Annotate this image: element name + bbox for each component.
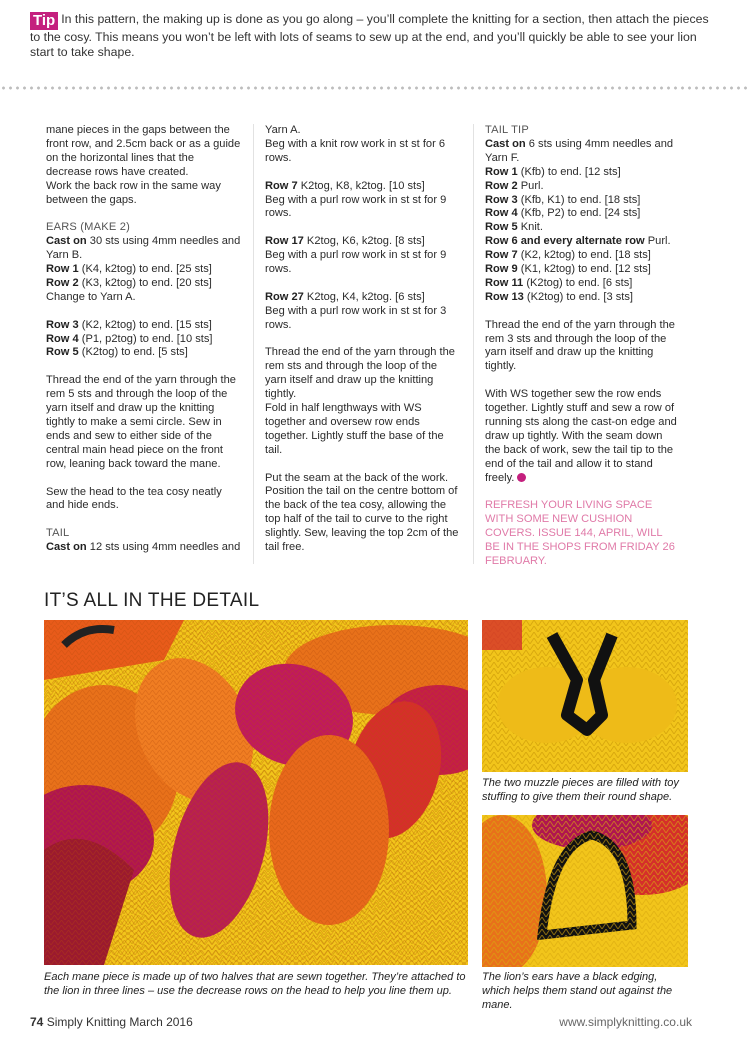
row-text: (P1, p2tog) to end. [10 sts] (78, 332, 213, 345)
muzzle-caption: The two muzzle pieces are filled with toy stuffing to give them their round shape. (482, 777, 679, 803)
row-label: Row 17 (265, 235, 304, 248)
row-text: K2tog, K8, k2tog. [10 sts] (297, 179, 425, 192)
row-label: Row 6 and every alternate row (485, 235, 645, 248)
row-label: Row 5 (46, 346, 79, 359)
cast-on-label: Cast on (485, 137, 526, 150)
cast-on-text: 6 sts using 4mm needles and Yarn F. (485, 137, 674, 164)
row-label: Row 7 (485, 249, 518, 262)
pattern-line (46, 263, 241, 277)
ears-photo (482, 815, 688, 967)
subheading-ears: EARS (MAKE 2) (46, 221, 130, 234)
row-label: Row 1 (485, 165, 518, 178)
column-rule (473, 124, 474, 564)
next-issue-promo: REFRESH YOUR LIVING SPACE WITH SOME NEW CUSHION COVERS. ISSUE 144, APRIL, WILL BE IN THE SHOPS FROM FRIDAY 26 FEBRUARY. (485, 499, 675, 568)
pattern-line (46, 333, 241, 347)
pattern-line (265, 235, 460, 249)
paragraph: Change to Yarn A. (46, 290, 136, 303)
paragraph: Thread the end of the yarn through the rem sts and through the loop of the yarn itself and draw up the knitting tightly. (265, 346, 455, 401)
pattern-line (46, 277, 241, 291)
pattern-line (265, 180, 460, 194)
muzzle-photo (482, 620, 688, 772)
paragraph: Fold in half lengthways with WS together and oversew row ends together. Lightly stuff the base of the tail. (265, 402, 444, 456)
row-text: Knit. (517, 221, 543, 234)
pattern-line (485, 249, 680, 263)
row-text: (Kfb, K1) to end. [18 sts] (517, 193, 641, 206)
pattern-line (485, 166, 680, 180)
row-text: (Kfb) to end. [12 sts] (517, 165, 621, 178)
cast-on-text: 30 sts using 4mm needles and Yarn B. (46, 235, 241, 262)
cast-on-text: 12 sts using 4mm needles and (86, 541, 241, 554)
subheading-tail: TAIL (46, 527, 70, 540)
footer-left (30, 1015, 193, 1029)
row-text: (K2, k2tog) to end. [18 sts] (517, 249, 651, 262)
pattern-line (46, 319, 241, 333)
row-text: Purl. (517, 179, 544, 192)
row-label: Row 4 (485, 207, 518, 220)
ears-illustration (482, 815, 688, 967)
pattern-line (265, 291, 460, 305)
row-label: Row 5 (485, 221, 518, 234)
pattern-line (485, 291, 680, 305)
row-label: Row 4 (46, 332, 79, 345)
row-text: (Kfb, P2) to end. [24 sts] (517, 207, 641, 220)
row-label: Row 3 (485, 193, 518, 206)
paragraph-text: With WS together sew the row ends together. Lightly stuff and sew a row of running sts along the cast-on edge and draw up tightly. With the seam down the back of work, sew the tail tip to the end of the tail and allow it to stand freely. (485, 388, 677, 484)
paragraph: Beg with a knit row work in st st for 6 rows. (265, 137, 446, 164)
row-text: (K2tog) to end. [6 sts] (523, 276, 633, 289)
row-text: (K3, k2tog) to end. [20 sts] (78, 276, 212, 289)
pattern-line (485, 221, 680, 235)
paragraph: Beg with a purl row work in st st for 3 rows. (265, 304, 447, 331)
column-rule (253, 124, 254, 564)
page-number: 74 (30, 1015, 44, 1029)
row-text: (K2tog) to end. [5 sts] (78, 346, 188, 359)
paragraph: mane pieces in the gaps between the front row, and 2.5cm back or as a guide on the horizontal lines that the decrease rows have created. (46, 124, 241, 178)
row-label: Row 3 (46, 318, 79, 331)
paragraph: Thread the end of the yarn through the rem 3 sts and through the loop of the yarn itself and draw up the knitting tightly. (485, 318, 675, 373)
row-text: K2tog, K6, k2tog. [8 sts] (303, 235, 425, 248)
row-label: Row 11 (485, 276, 524, 289)
pattern-line (485, 277, 680, 291)
dotted-divider (0, 86, 750, 90)
pattern-line (485, 263, 680, 277)
subheading-tail-tip: TAIL TIP (485, 124, 529, 136)
column-3 (485, 124, 680, 569)
row-label: Row 7 (265, 179, 298, 192)
paragraph: Beg with a purl row work in st st for 9 rows. (265, 193, 447, 220)
row-label: Row 2 (485, 179, 518, 192)
muzzle-illustration (482, 620, 688, 772)
mane-photo (44, 620, 468, 965)
pattern-line (485, 207, 680, 221)
paragraph: Put the seam at the back of the work. Position the tail on the centre bottom of the back of the tea cosy, allowing the top half of the tail to curve to the right slightly. Sew, leaving the top 2cm of the tail free. (265, 471, 459, 554)
magazine-issue: Simply Knitting March 2016 (46, 1015, 193, 1029)
row-text: (K2, k2tog) to end. [15 sts] (78, 318, 212, 331)
website-url[interactable]: www.simplyknitting.co.uk (559, 1015, 692, 1029)
pattern-line (485, 235, 680, 249)
row-text: (K4, k2tog) to end. [25 sts] (78, 263, 212, 276)
paragraph: Yarn A. (265, 124, 301, 136)
paragraph: Sew the head to the tea cosy neatly and hide ends. (46, 485, 222, 512)
row-text: Purl. (644, 235, 671, 248)
row-text: (K2tog) to end. [3 sts] (523, 290, 633, 303)
paragraph (485, 388, 680, 485)
paragraph: Thread the end of the yarn through the rem 5 sts and through the loop of the yarn itself and draw up the knitting tightly to make a semi circle. Sew in ends and sew to either side of the central main head piece on the front row, leaning back toward the mane. (46, 374, 236, 470)
paragraph: Beg with a purl row work in st st for 9 rows. (265, 249, 447, 276)
pattern-line (46, 235, 241, 263)
row-label: Row 27 (265, 290, 304, 303)
tip-badge: Tip (30, 12, 58, 30)
pattern-line (485, 180, 680, 194)
pattern-line (46, 541, 241, 555)
column-2 (265, 124, 460, 555)
mane-caption: Each mane piece is made up of two halves that are sewn together. They’re attached to the lion in three lines – use the decrease rows on the head to help you line them up. (44, 971, 466, 997)
tip-box (30, 12, 720, 60)
pattern-line (46, 346, 241, 360)
row-label: Row 1 (46, 263, 79, 276)
row-label: Row 9 (485, 263, 518, 276)
ears-caption: The lion’s ears have a black edging, which helps them stand out against the mane. (482, 971, 673, 1011)
pattern-line (485, 138, 680, 166)
row-text: K2tog, K4, k2tog. [6 sts] (303, 290, 425, 303)
tip-text: In this pattern, the making up is done as you go along – you’ll complete the knitting for a section, then attach the pieces to the cosy. This means you won’t be left with lots of seams to sew up at the end, and you’ll quickly be able to see your lion start to take shape. (30, 12, 709, 59)
cast-on-label: Cast on (46, 541, 87, 554)
pattern-line (485, 194, 680, 208)
row-label: Row 2 (46, 276, 79, 289)
end-mark-icon (517, 473, 526, 482)
column-1 (46, 124, 241, 555)
row-text: (K1, k2tog) to end. [12 sts] (517, 263, 651, 276)
row-label: Row 13 (485, 290, 524, 303)
paragraph: Work the back row in the same way between the gaps. (46, 179, 221, 206)
cast-on-label: Cast on (46, 235, 87, 248)
section-title: IT’S ALL IN THE DETAIL (44, 590, 260, 611)
mane-illustration (44, 620, 468, 965)
